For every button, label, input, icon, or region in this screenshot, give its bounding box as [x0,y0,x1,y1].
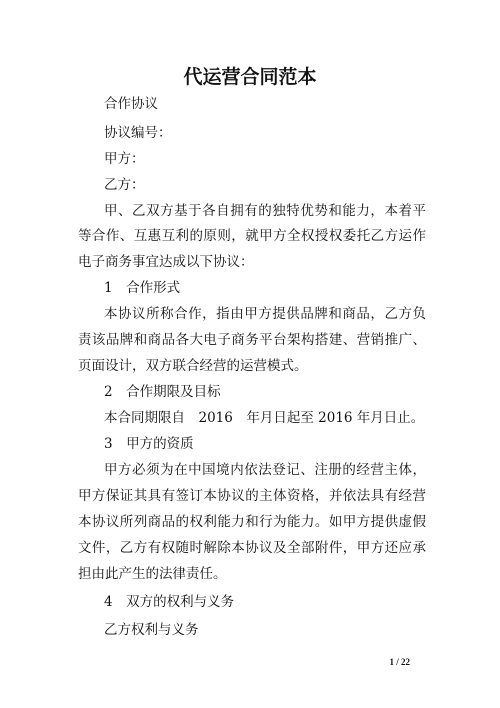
section-heading: 3 甲方的资质 [104,436,194,452]
paragraph-line: 本协议所称合作，指由甲方提供品牌和商品，乙方负 [104,306,426,322]
paragraph-line: 甲方必须为在中国境内依法登记、注册的经营主体， [104,462,426,478]
paragraph-line: 电子商务事宜达成以下协议： [78,254,254,270]
text-line: 合作协议 [104,96,158,112]
document-title: 代运营合同范本 [183,66,317,88]
paragraph-line: 等合作、互惠互利的原则，就甲方全权授权委托乙方运作 [78,228,426,244]
paragraph-line: 担由此产生的法律责任。 [78,566,227,582]
paragraph-line: 责该品牌和商品各大电子商务平台架构搭建、营销推广、 [78,332,426,348]
paragraph-line: 文件，乙方有权随时解除本协议及全部附件，甲方还应承 [78,540,426,556]
text-line: 协议编号： [104,125,172,141]
paragraph-line: 甲方保证其具有签订本协议的主体资格，并依法具有经营 [78,488,426,504]
section-heading: 1 合作形式 [104,280,181,296]
paragraph-line: 本合同期限自 2016 年月日起至 2016 年月日止。 [104,410,425,426]
paragraph-line: 页面设计，双方联合经营的运营模式。 [78,358,308,374]
section-heading: 4 双方的权利与义务 [104,594,235,610]
section-heading: 2 合作期限及目标 [104,384,221,400]
text-line: 乙方权利与义务 [104,622,199,638]
paragraph-line: 本协议所列商品的权利能力和行为能力。如甲方提供虚假 [78,514,426,530]
paragraph-line: 甲、乙双方基于各自拥有的独特优势和能力，本着平 [104,203,426,219]
text-line: 乙方： [104,177,145,193]
page-number: 1 / 22 [389,657,410,667]
text-line: 甲方： [104,151,145,167]
